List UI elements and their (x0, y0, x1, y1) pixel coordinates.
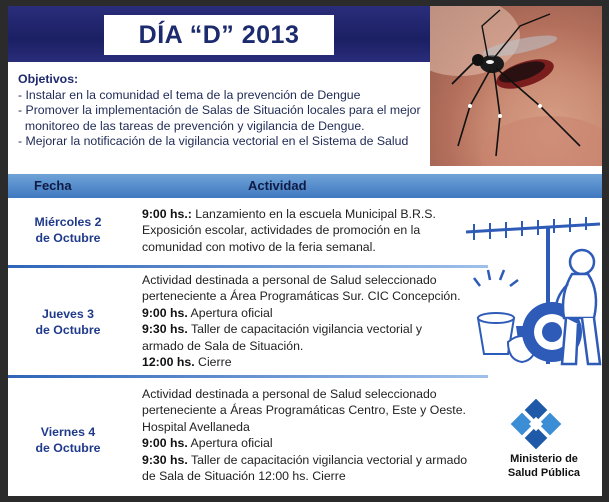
date-month: de Octubre (35, 441, 101, 455)
date-day: Miércoles 2 (34, 215, 102, 229)
activity-text: Cierre (194, 355, 232, 370)
ministry-logo-svg (506, 399, 566, 449)
activity-time: 9:00 hs. (142, 436, 188, 451)
activity-line: perteneciente a Área Programáticas Sur. CIC Concepción. (142, 289, 461, 304)
date-day: Jueves 3 (42, 307, 94, 321)
activity-text: Apertura oficial (187, 305, 273, 320)
activity-line (142, 206, 482, 222)
row-date (8, 214, 128, 246)
table-header (8, 174, 602, 198)
activity-time: 9:30 hs. (142, 322, 188, 337)
objective-line: - Mejorar la notificación de la vigilancia vectorial en el Sistema de Salud (18, 134, 409, 149)
activity-line (142, 321, 472, 337)
row-activity (142, 386, 490, 484)
ministry-name (494, 452, 594, 480)
activity-line: de Sala de Situación 12:00 hs. Cierre (142, 469, 346, 484)
activity-line (142, 354, 472, 370)
objectives-block (18, 72, 430, 150)
activity-time: 9:00 hs. (142, 305, 188, 320)
ministry-line: Ministerio de (510, 453, 578, 465)
worker-icon (464, 214, 602, 374)
objective-line: - Instalar en la comunidad el tema de la prevención de Dengue (18, 87, 361, 102)
activity-time: 9:00 hs.: (142, 207, 192, 221)
activity-line: Actividad destinada a personal de Salud seleccionado (142, 273, 437, 287)
row-date (8, 424, 128, 456)
date-month: de Octubre (35, 323, 101, 337)
activity-time: 9:30 hs. (142, 452, 188, 467)
dengue-worker-illustration (464, 214, 602, 374)
activity-time: 12:00 hs. (142, 355, 195, 370)
row-divider (8, 265, 488, 268)
mosquito-photo (430, 6, 602, 166)
activity-text: Apertura oficial (187, 436, 273, 451)
activity-line: comunidad con motivo de la feria semanal. (142, 239, 376, 254)
row-divider (8, 375, 488, 378)
activity-line: Exposición escolar, actividades de promoción en la (142, 223, 421, 238)
row-date (8, 306, 128, 338)
activity-text: Taller de capacitación vigilancia vectorial y armado (187, 452, 468, 467)
column-header-actividad: Actividad (248, 178, 307, 193)
activity-line (142, 305, 472, 321)
activity-text: Taller de capacitación vigilancia vectorial y (187, 322, 423, 337)
activity-line: Hospital Avellaneda (142, 419, 250, 434)
objectives-heading: Objetivos: (18, 72, 79, 86)
title-bar (8, 6, 430, 62)
flyer-page (8, 6, 602, 496)
activity-line: Actividad destinada a personal de Salud seleccionado (142, 387, 437, 401)
activity-line: armado de Sala de Situación. (142, 338, 304, 353)
date-month: de Octubre (35, 231, 101, 245)
activity-line (142, 435, 490, 451)
page-title: DÍA “D” 2013 (104, 15, 334, 55)
ministry-logo-icon (506, 399, 566, 449)
row-activity (142, 206, 482, 255)
objective-line: - Promover la implementación de Salas de Situación locales para el mejor (18, 103, 421, 118)
column-header-fecha: Fecha (34, 178, 72, 193)
activity-line (142, 452, 490, 468)
activity-line: perteneciente a Áreas Programáticas Centro, Este y Oeste. (142, 403, 466, 418)
ministry-line: Salud Pública (507, 467, 581, 479)
date-day: Viernes 4 (40, 425, 96, 439)
row-activity (142, 272, 472, 370)
activity-text: Lanzamiento en la escuela Municipal B.R.S. (191, 207, 436, 221)
objective-line: monitoreo de las tareas de prevención y vigilancia de Dengue. (18, 118, 365, 133)
mosquito-icon (430, 6, 602, 166)
